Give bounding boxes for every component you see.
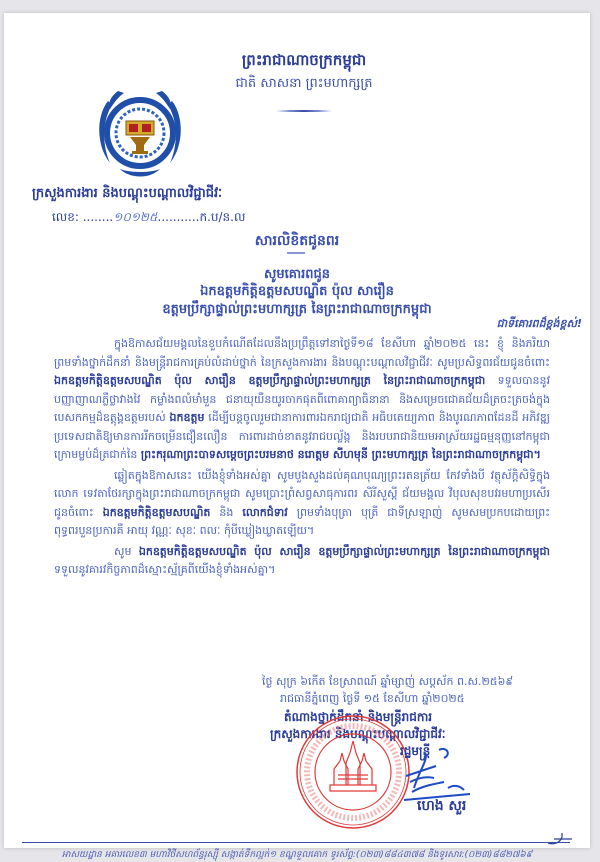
recipient-name: ឯកឧត្តមកិត្តិឧត្តមសបណ្ឌិត ប៉ុល សារឿន <box>200 284 394 299</box>
footer-address: អាសយដ្ឋាន អគារលេខ៣ មហាវិថីសហព័ន្ធរុស្ស៊ី សង្កាត់ទឹកល្អក់១ ខណ្ឌទួលគោក ទូរស័ព្ទ:(០២៣)៨៨៤៣៧៨ និងទូរសារ:(០២៣)៨៨២៧៦៩ <box>61 850 533 860</box>
signing-ministry: ក្រសួងការងារ និងបណ្តុះបណ្តាលវិជ្ជាជីវៈ <box>270 727 446 741</box>
ref-label: លេខ: <box>52 210 79 224</box>
ref-suffix: ក.ប/ន.ល <box>199 210 246 224</box>
reference-number: លេខ: ........១០១២៥...........ក.ប/ន.ល <box>52 210 246 224</box>
ministry-logo-icon <box>88 81 192 185</box>
document-title: សារលិខិតជូនពរ <box>254 233 340 249</box>
position-title: រដ្ឋមន្ត្រី <box>400 744 431 758</box>
kingdom-heading: ព្រះរាជាណាចក្រកម្ពុជា <box>241 51 367 69</box>
letter-page <box>4 13 590 860</box>
title-divider <box>287 252 305 254</box>
lunar-date: ថ្ងៃ សុក្រ ៦កើត ខែស្រាពណ៍ ឆ្នាំម្សាញ់ សប្តស័ក ព.ស.២៥៦៩ <box>262 675 514 688</box>
address-prefix: សូមគោរពជូន <box>263 267 330 282</box>
signer-name: ហេង សួរ <box>417 798 467 814</box>
footer-divider <box>22 842 570 843</box>
solar-date: រាជធានីភ្នំពេញ ថ្ងៃទី ១៥ ខែសីហា ឆ្នាំ២០២៥ <box>280 692 465 705</box>
salutation: ជាទីគោរពដ៏ខ្ពង់ខ្ពស់! <box>496 317 582 330</box>
paragraph-3: សូម ឯកឧត្តមកិត្តិឧត្តមសបណ្ឌិត ប៉ុល សារឿន ឧត្តមប្រឹក្សាផ្ទាល់ព្រះមហាក្សត្រ នៃព្រះរាជាណាចក្រកម្ពុជា ទទួលនូវគារវកិច្ចភាពដ៏ស្មោះស្ម័គ្រពីយើងខ្ញុំទាំងអស់គ្នា។ <box>54 544 551 576</box>
recipient-title: ឧត្តមប្រឹក្សាផ្ទាល់ព្រះមហាក្សត្រ នៃព្រះរាជាណាចក្រកម្ពុជា <box>162 302 432 317</box>
sender-ministry: ក្រសួងការងារ និងបណ្តុះបណ្តាលវិជ្ជាជីវៈ <box>32 186 223 201</box>
ref-handwritten: ២៥ <box>139 210 158 224</box>
national-motto: ជាតិ សាសនា ព្រះមហាក្សត្រ <box>235 76 373 91</box>
paragraph-2: ឆ្លៀតក្នុងឱកាសនេះ យើងខ្ញុំទាំងអស់គ្នា សូមបួងសួងដល់គុណបុណ្យព្រះរតនត្រ័យ កែវទាំងបី វត្ថុស័ក្តិសិទ្ធិក្នុងលោក ទេវតាថែរក្សាក្នុងព្រះរាជាណាចក្រកម្ពុជា សូមប្រោះព្រំសព្វសាធុការពរ សិរីសួស្តី ជ័យមង្គល វិបុលសុខបវរមហាប្រសើរ ជូនចំពោះ ឯកឧត្តមកិត្តិឧត្តមសបណ្ឌិត និង លោកជំទាវ ព្រមទាំងបុត្រា បុត្រី ជាទីស្រឡាញ់ សូមសមប្រកបដោយព្រះពុទ្ធពរបួនប្រការគឺ អាយុ វណ្ណៈ សុខៈ ពលៈ កុំបីឃ្លៀងឃ្លាតឡើយ។ <box>54 468 551 537</box>
letter-body <box>54 335 550 582</box>
ornament-divider <box>276 110 332 112</box>
on-behalf-label: តំណាងថ្នាក់ដឹកនាំ និងមន្ត្រីរាជការ <box>284 710 433 724</box>
ref-number: ១០១ <box>113 210 140 224</box>
paragraph-1: ក្នុងឱកាសជ័យមង្គលនៃខួបកំណើតដែលនឹងប្រព្រឹត្តទៅនាថ្ងៃទី១៨ ខែសីហា ឆ្នាំ២០២៥ នេះ ខ្ញុំ និងភរិយា ព្រមទាំងថ្នាក់ដឹកនាំ និងមន្ត្រីរាជការគ្រប់លំដាប់ថ្នាក់ នៃក្រសួងការងារ និងបណ្តុះបណ្តាលវិជ្ជាជីវៈ សូមប្រសិទ្ធពរជ័យជូនចំពោះ ឯកឧត្តមកិត្តិឧត្តមសបណ្ឌិត ប៉ុល សារឿន ឧត្តមប្រឹក្សាផ្ទាល់ព្រះមហាក្សត្រ នៃព្រះរាជាណាចក្រកម្ពុជា ទទួលបាននូវបញ្ញាញាណភ្លឺថ្លាវាងវៃ កម្លាំងពលំមាំមួន ជនាយុយឺនយូរចាកផុតពីពោគាព្យាធិនានា និងសម្រេចជោគជ័យដ៏ត្រចះត្រចង់ក្នុងបេសកកម្មដ៏ឧត្តុង្គឧត្តមរបស់ ឯកឧត្តម ដើម្បីបន្តចូលរួមជានាការពារឯករាជ្យជាតិ អធិបតេយ្យភាព និងបូរណភាពដែនដី អភិវឌ្ឍប្រទេសជាតិឱ្យមានការរីកចម្រើនជឿនលឿន ការពារដាច់ខាតនូវរាជបល្ល័ង្ក និងរបបរាជានិយមអាស្រ័យរដ្ឋធម្មនុញ្ញនៅកម្ពុជា ក្រោមម្លប់ដ៏ត្រជាក់នៃ ព្រះករុណាព្រះបាទសម្តេចព្រះបរមនាថ នរោត្តម សីហមុនី ព្រះមហាក្សត្រ នៃព្រះរាជាណាចក្រកម្ពុជា។ <box>54 337 551 461</box>
